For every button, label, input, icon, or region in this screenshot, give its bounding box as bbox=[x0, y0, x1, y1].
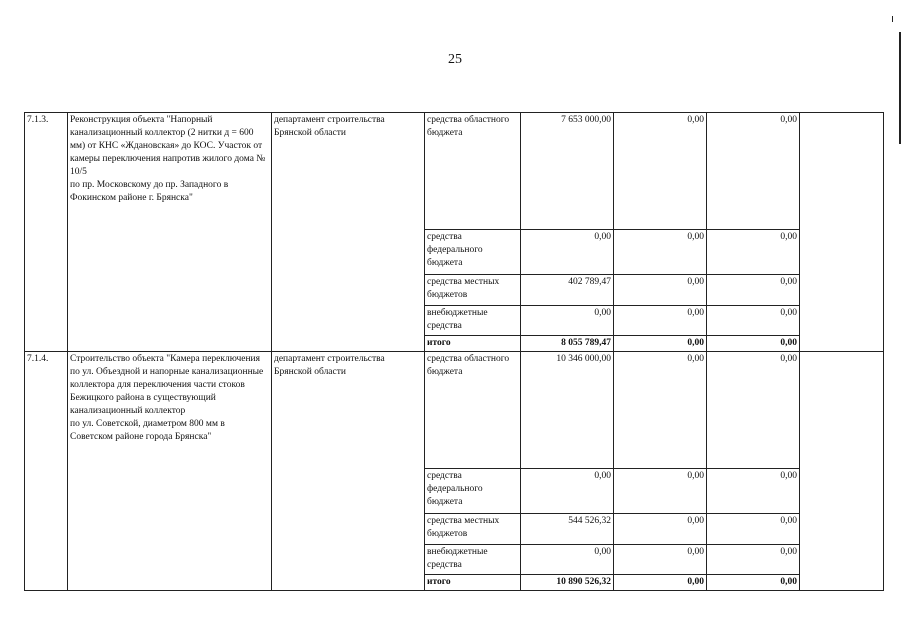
amount-cell: 0,00 bbox=[614, 514, 707, 545]
total-amount: 0,00 bbox=[614, 336, 707, 352]
funding-source: средства местных бюджетов bbox=[425, 514, 521, 545]
empty-cell bbox=[800, 113, 884, 352]
margin-mark-top bbox=[892, 16, 893, 22]
item-code: 7.1.4. bbox=[25, 352, 68, 591]
amount-cell: 0,00 bbox=[614, 352, 707, 469]
amount-cell: 0,00 bbox=[521, 230, 614, 275]
amount-cell: 544 526,32 bbox=[521, 514, 614, 545]
amount-cell: 0,00 bbox=[707, 230, 800, 275]
amount-cell: 0,00 bbox=[707, 469, 800, 514]
amount-cell: 0,00 bbox=[521, 469, 614, 514]
item-name: Реконструкция объекта "Напорный канализационный коллектор (2 нитки д = 600 мм) от КНС «Ждановская» до КОС. Участок от камеры переключения напротив жилого дома № 10/5 по пр. Московскому до пр. Западного в Фокинском районе г. Брянска" bbox=[68, 113, 272, 352]
total-amount: 0,00 bbox=[707, 575, 800, 591]
amount-cell: 0,00 bbox=[614, 113, 707, 230]
item-code: 7.1.3. bbox=[25, 113, 68, 352]
item-executor: департамент строительства Брянской области bbox=[272, 113, 425, 352]
item-name: Строительство объекта "Камера переключения по ул. Объездной и напорные канализационные коллектора для переключения части стоков Бежицкого района в существующий канализационный коллектор по ул. Советской, диаметром 800 мм в Советском районе города Брянска" bbox=[68, 352, 272, 591]
amount-cell: 0,00 bbox=[614, 275, 707, 306]
amount-cell: 0,00 bbox=[614, 230, 707, 275]
amount-cell: 0,00 bbox=[707, 514, 800, 545]
page-number: 25 bbox=[448, 52, 462, 67]
total-amount: 8 055 789,47 bbox=[521, 336, 614, 352]
funding-source: средства областного бюджета bbox=[425, 113, 521, 230]
amount-cell: 0,00 bbox=[614, 545, 707, 575]
item-executor: департамент строительства Брянской области bbox=[272, 352, 425, 591]
total-amount: 10 890 526,32 bbox=[521, 575, 614, 591]
amount-cell: 0,00 bbox=[707, 275, 800, 306]
funding-source: внебюджетные средства bbox=[425, 306, 521, 336]
funding-source: итого bbox=[425, 575, 521, 591]
amount-cell: 0,00 bbox=[707, 545, 800, 575]
amount-cell: 0,00 bbox=[614, 469, 707, 514]
amount-cell: 0,00 bbox=[707, 352, 800, 469]
budget-table bbox=[24, 112, 884, 591]
funding-source: средства федерального бюджета bbox=[425, 469, 521, 514]
funding-source: средства федерального бюджета bbox=[425, 230, 521, 275]
funding-source: внебюджетные средства bbox=[425, 545, 521, 575]
amount-cell: 7 653 000,00 bbox=[521, 113, 614, 230]
empty-cell bbox=[800, 352, 884, 591]
total-amount: 0,00 bbox=[614, 575, 707, 591]
amount-cell: 0,00 bbox=[614, 306, 707, 336]
amount-cell: 0,00 bbox=[707, 306, 800, 336]
amount-cell: 402 789,47 bbox=[521, 275, 614, 306]
amount-cell: 0,00 bbox=[521, 545, 614, 575]
total-amount: 0,00 bbox=[707, 336, 800, 352]
amount-cell: 10 346 000,00 bbox=[521, 352, 614, 469]
table-row bbox=[25, 352, 884, 469]
margin-mark-right bbox=[899, 32, 901, 144]
table-row bbox=[25, 113, 884, 230]
funding-source: средства местных бюджетов bbox=[425, 275, 521, 306]
funding-source: итого bbox=[425, 336, 521, 352]
funding-source: средства областного бюджета bbox=[425, 352, 521, 469]
amount-cell: 0,00 bbox=[521, 306, 614, 336]
amount-cell: 0,00 bbox=[707, 113, 800, 230]
